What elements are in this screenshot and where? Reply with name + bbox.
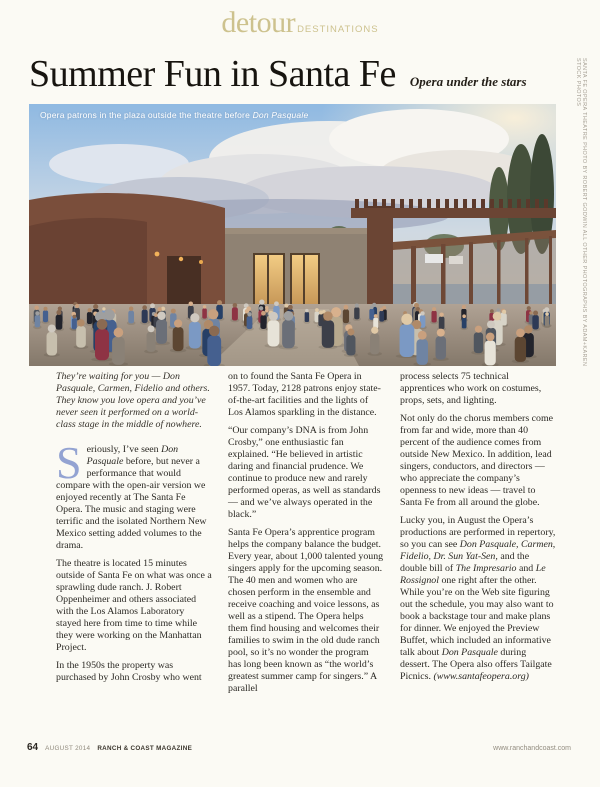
plaza-photo-illustration [29,104,556,366]
photo-credit: SANTA FE OPERA THEATRE PHOTO BY ROBERT GODWIN ALL OTHER PHOTOGRAPHS BY ADAM+KAREN STOCK PHOTOS [575,58,587,367]
plaza-photo [29,104,556,366]
paragraph: Santa Fe Opera’s apprentice program helps the company balance the budget. Every year, about 1,000 talented young singers apply for the upcoming season. The 40 men and women who are chosen perform in the ensemble and receive coaching and voice lessons, as well as a stipend. The Opera helps them find housing and welcomes their families to swim in the old dude ranch pool, so it’s no wonder the program has long been known as “the world’s greatest summer camp for singers.” A parallel [228,527,384,694]
section-name: detour [221,6,296,39]
issue-date: AUGUST 2014 [45,745,91,752]
column-1 [56,371,212,701]
footer-left [27,742,192,753]
column-3 [400,371,556,701]
paragraph: Seriously, I’ve seen Don Pasquale before, but never a performance that would compare with the open-air version we enjoyed recently at The Santa Fe Opera. The music and staging were terrific and the isolated Northern New Mexico setting added volumes to the drama. [56,437,207,551]
section-subname: DESTINATIONS [297,24,379,35]
pergola [351,199,556,320]
article-subtitle: Opera under the stars [409,74,527,89]
drop-cap: S [56,437,82,488]
paragraph: They’re waiting for you — Don Pasquale, Carmen, Fidelio and others. They know you love opera and you’ve never seen it performed on a world-class stage in the middle of nowhere. [56,371,210,430]
paragraph: The theatre is located 15 minutes outside of Santa Fe on what was once a sprawling dude ranch. J. Robert Oppenheimer and others associated with the Los Alamos Laboratory stayed here from time to time while they were working on the Manhattan Project. [56,558,212,653]
paragraph: In the 1950s the property was purchased by John Crosby who went [56,660,202,683]
paragraph: process selects 75 technical apprentices who work on costumes, props, sets, and lighting. [400,371,542,406]
paragraph: on to found the Santa Fe Opera in 1957. Today, 2128 patrons enjoy state-of-the-art facilities and the lights of Los Alamos sparkling in the distance. [228,371,381,418]
section-header [0,6,600,40]
paragraph: Lucky you, in August the Opera’s productions are performed in repertory, so you can see Don Pasquale, Carmen, Fidelio, Dr. Sun Yat-Sen, and the double bill of The Impresario and Le Rossignol one right after the other. While you’re on the Web site figuring out the schedule, you may also want to book a backstage tour and make plans for dinner. We enjoyed the Preview Buffet, which included an informative talk about Don Pasquale during dessert. The Opera also offers Tailgate Picnics. (www.santafeopera.org) [400,515,556,682]
article-body [56,371,556,701]
title-row [29,52,559,96]
paragraph: Not only do the chorus members come from far and wide, more than 40 percent of the audience comes from outside New Mexico. In addition, lead singers, conductors, and directors — who appreciate the company’s openness to new ideas — travel to Santa Fe from all around the globe. [400,413,554,508]
page-number: 64 [27,742,39,753]
magazine-name: RANCH & COAST MAGAZINE [97,745,193,752]
page-footer [27,742,571,753]
column-2 [228,371,384,701]
article-title: Summer Fun in Santa Fe [29,53,396,95]
photo-caption: Opera patrons in the plaza outside the theatre before Don Pasquale [40,110,309,120]
magazine-website: www.ranchandcoast.com [493,745,571,752]
paragraph: “Our company’s DNA is from John Crosby,” one enthusiastic fan explained. “He believed in artistic daring and financial prudence. We continue to produce new and rarely performed operas, as well as standards — and we’ve always operated in the black.” [228,425,381,520]
